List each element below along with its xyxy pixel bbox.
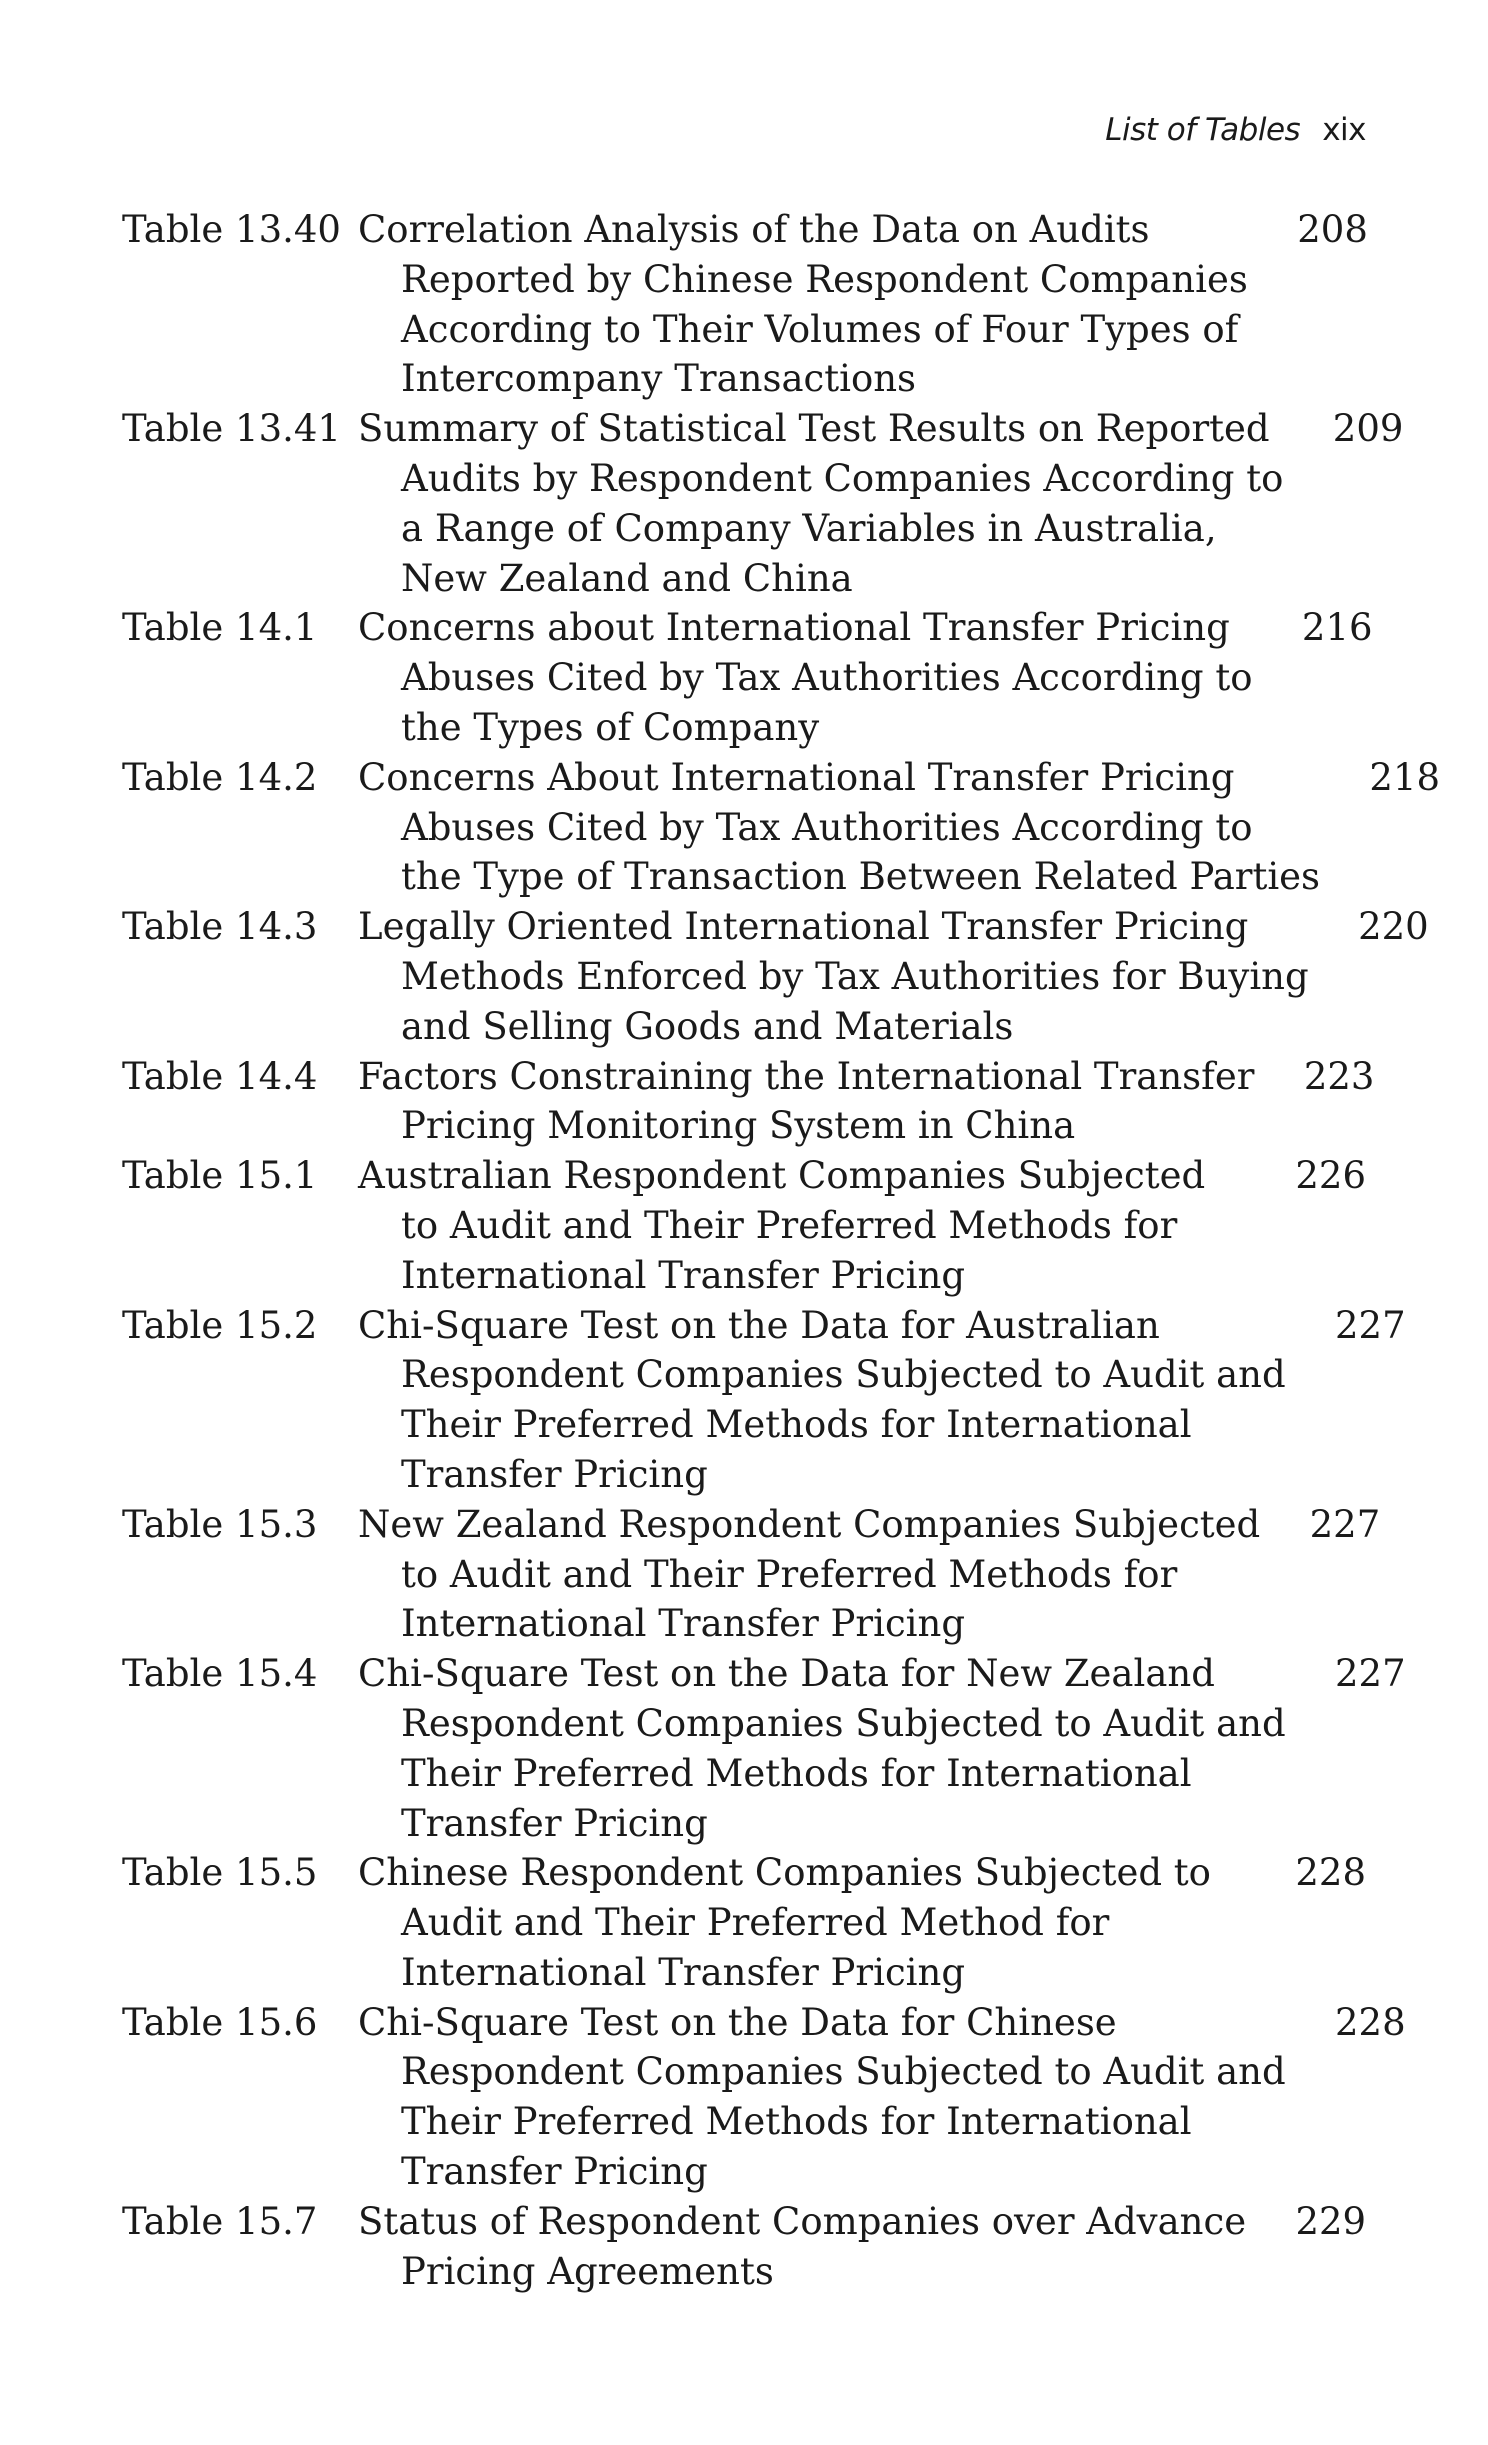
table-label: Table 13.41 (122, 407, 341, 451)
table-title-line: Audits by Respondent Companies According to (401, 456, 1284, 500)
list-item (122, 2197, 1366, 2297)
table-label: Table 15.3 (122, 1502, 318, 1546)
table-title (358, 1500, 1290, 1649)
page-number: 227 (1335, 1303, 1406, 1347)
table-title (358, 1151, 1276, 1300)
table-title (358, 1301, 1316, 1500)
table-title-line: Factors Constraining the International Transfer (358, 1054, 1255, 1098)
table-title-line: Australian Respondent Companies Subjected (358, 1154, 1206, 1198)
table-label: Table 14.1 (122, 606, 318, 650)
list-item (122, 1998, 1406, 2197)
table-title-line: Transfer Pricing (401, 1801, 708, 1845)
table-title-line: New Zealand and China (401, 556, 853, 600)
running-head (1105, 110, 1366, 150)
page-number: 209 (1332, 407, 1404, 451)
table-title-line: Status of Respondent Companies over Advance (358, 2199, 1247, 2243)
table-title-line: Abuses Cited by Tax Authorities According to (401, 805, 1253, 849)
table-title-line: Chi-Square Test on the Data for New Zealand (358, 1652, 1215, 1696)
list-item (122, 205, 1366, 404)
list-item (122, 902, 1429, 1051)
table-title (358, 404, 1313, 603)
table-label: Table 14.4 (122, 1054, 318, 1098)
table-title (358, 1649, 1316, 1848)
table-title-line: International Transfer Pricing (401, 1602, 966, 1646)
table-title-line: Legally Oriented International Transfer Pricing (358, 905, 1249, 949)
list-item (122, 1500, 1381, 1649)
table-title-line: the Type of Transaction Between Related Parties (401, 855, 1321, 899)
table-title-line: Reported by Chinese Respondent Companies (401, 257, 1248, 301)
table-title-line: Chi-Square Test on the Data for Chinese (358, 2000, 1117, 2044)
table-title-line: Concerns about International Transfer Pricing (358, 606, 1230, 650)
table-title-line: Their Preferred Methods for International (401, 1751, 1192, 1795)
table-title-line: and Selling Goods and Materials (401, 1004, 1014, 1048)
page-number: 227 (1309, 1502, 1381, 1546)
table-title-line: International Transfer Pricing (401, 1950, 966, 1994)
table-title-line: Transfer Pricing (401, 2150, 708, 2194)
table-title-line: Methods Enforced by Tax Authorities for Buying (401, 954, 1309, 998)
list-item (122, 1151, 1366, 1300)
table-title-line: Pricing Agreements (401, 2249, 774, 2293)
table-label: Table 15.1 (122, 1154, 318, 1198)
table-title-line: Chi-Square Test on the Data for Australian (358, 1303, 1160, 1347)
table-title-line: the Types of Company (401, 705, 820, 749)
running-head-title: List of Tables (1105, 112, 1301, 148)
table-title (358, 205, 1278, 404)
running-head-page-number: xix (1322, 112, 1366, 148)
list-item (122, 603, 1373, 752)
table-label: Table 14.3 (122, 905, 318, 949)
table-title-line: Respondent Companies Subjected to Audit and (401, 1353, 1286, 1397)
table-title-line: Transfer Pricing (401, 1452, 708, 1496)
list-item (122, 1301, 1406, 1500)
list-of-tables (122, 205, 1441, 2296)
table-title (358, 1998, 1316, 2197)
list-item (122, 1052, 1375, 1152)
page-number: 208 (1297, 208, 1368, 251)
table-label: Table 15.6 (122, 2000, 318, 2044)
table-title (358, 2197, 1276, 2297)
list-item (122, 753, 1441, 902)
table-title-line: to Audit and Their Preferred Methods for (401, 1552, 1178, 1596)
table-title-line: Summary of Statistical Test Results on Reported (358, 407, 1270, 451)
table-title (358, 603, 1283, 752)
table-title-line: Respondent Companies Subjected to Audit and (401, 1701, 1286, 1745)
table-title (358, 902, 1339, 1051)
table-title-line: Pricing Monitoring System in China (401, 1104, 1076, 1148)
table-title (358, 1848, 1276, 1997)
list-item (122, 404, 1404, 603)
table-title-line: Respondent Companies Subjected to Audit and (401, 2050, 1286, 2094)
page-number: 229 (1295, 2199, 1367, 2243)
table-label: Table 15.5 (122, 1851, 318, 1895)
table-title-line: Their Preferred Methods for International (401, 2100, 1192, 2144)
page-number: 228 (1335, 2000, 1406, 2044)
table-label: Table 14.2 (122, 755, 318, 799)
table-title-line: Chinese Respondent Companies Subjected to (358, 1851, 1211, 1895)
page-number: 216 (1301, 606, 1373, 650)
table-title-line: According to Their Volumes of Four Types of (401, 307, 1239, 351)
table-label: Table 15.2 (122, 1303, 318, 1347)
table-title-line: a Range of Company Variables in Australia, (401, 506, 1217, 550)
list-item (122, 1848, 1366, 1997)
table-title-line: Audit and Their Preferred Method for (401, 1901, 1110, 1945)
table-label: Table 13.40 (122, 208, 341, 251)
table-title-line: Intercompany Transactions (401, 357, 917, 401)
table-label: Table 15.7 (122, 2199, 318, 2243)
table-title (358, 753, 1350, 902)
page-number: 228 (1295, 1851, 1366, 1895)
table-title-line: Concerns About International Transfer Pricing (358, 755, 1235, 799)
page-number: 220 (1358, 905, 1429, 949)
table-title-line: to Audit and Their Preferred Methods for (401, 1203, 1178, 1247)
page-number: 226 (1295, 1154, 1366, 1198)
table-title-line: Their Preferred Methods for International (401, 1403, 1192, 1447)
page-number: 227 (1335, 1652, 1406, 1696)
table-label: Table 15.4 (122, 1652, 318, 1696)
page-number: 218 (1369, 755, 1441, 799)
page-number: 223 (1303, 1054, 1375, 1098)
list-item (122, 1649, 1406, 1848)
table-title-line: New Zealand Respondent Companies Subjected (358, 1502, 1261, 1546)
table-title-line: Correlation Analysis of the Data on Audits (358, 208, 1150, 251)
table-title-line: International Transfer Pricing (401, 1253, 966, 1297)
table-title-line: Abuses Cited by Tax Authorities According to (401, 656, 1253, 700)
table-title (358, 1052, 1284, 1152)
